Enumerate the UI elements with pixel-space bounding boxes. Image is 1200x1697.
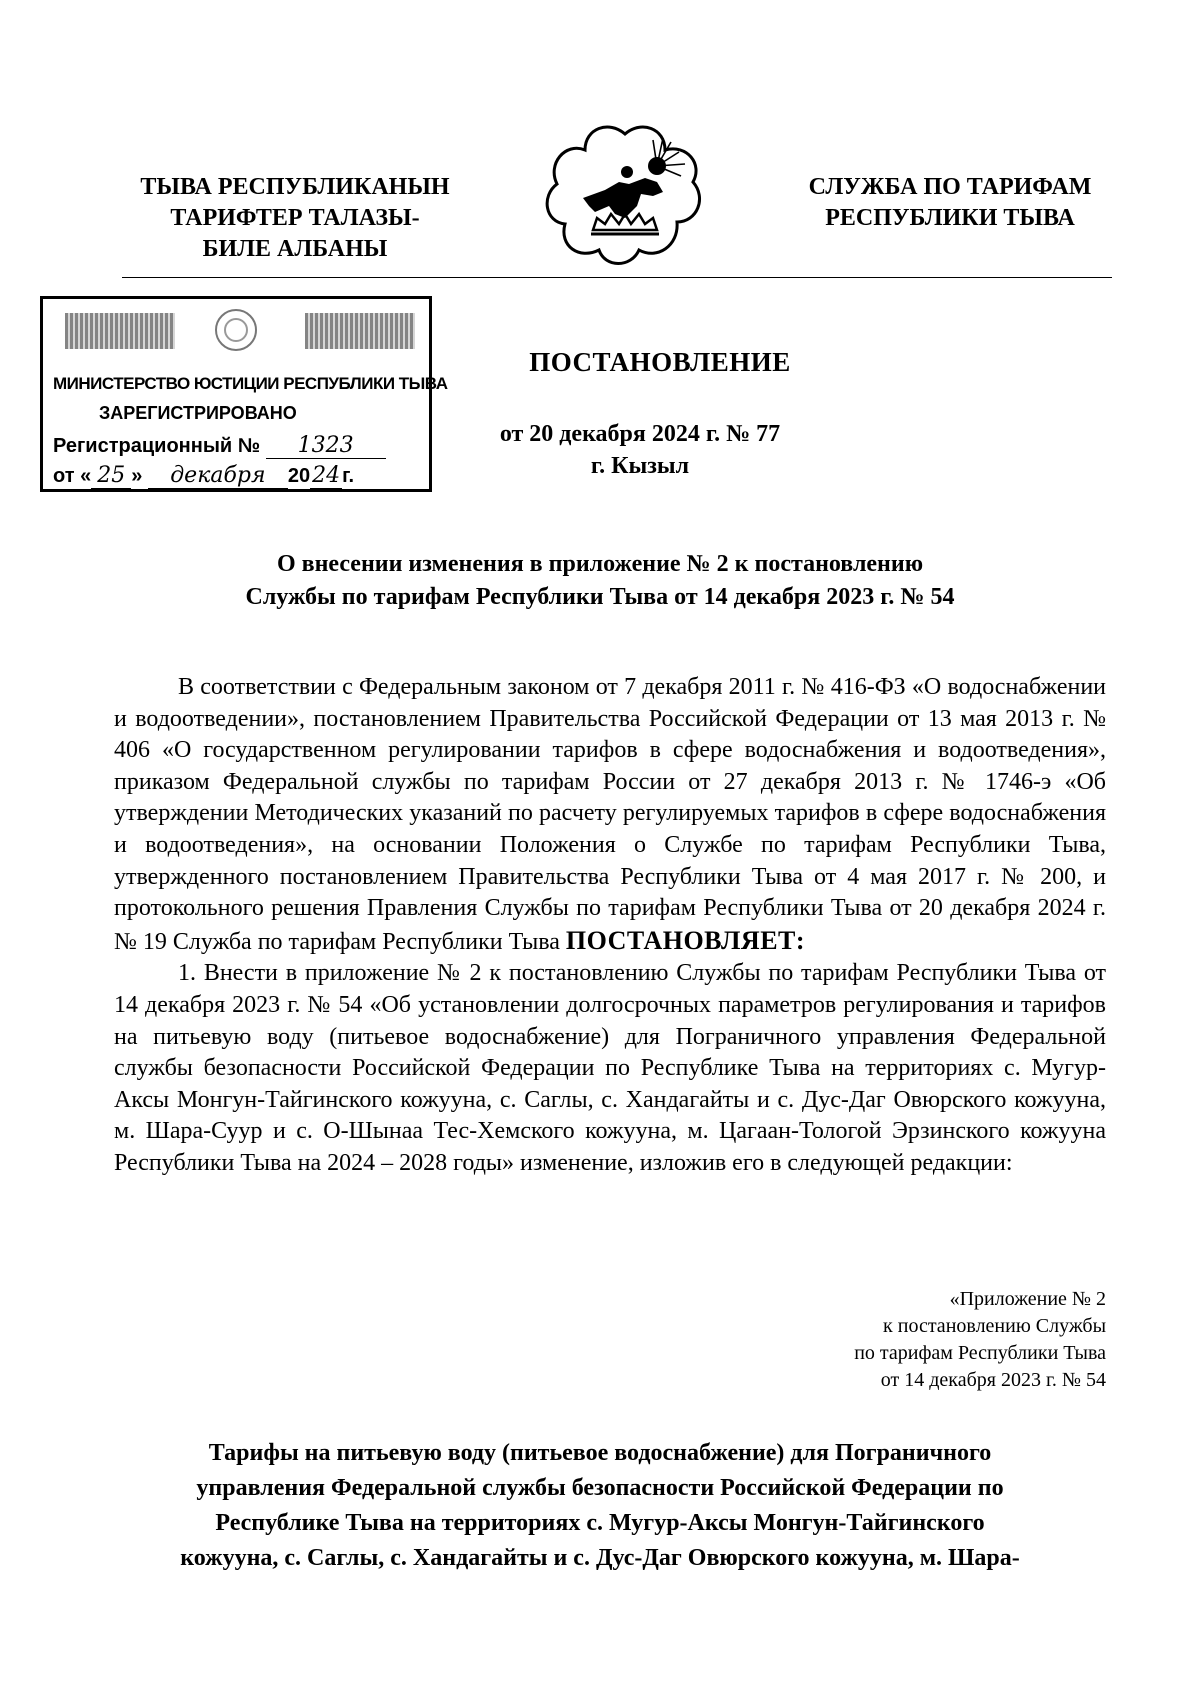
document-body: [114, 672, 1106, 1180]
document-city: г. Кызыл: [590, 453, 690, 479]
stamp-from-prefix: от «: [53, 465, 92, 487]
subject-line: Службы по тарифам Республики Тыва от 14 декабря 2023 г. № 54: [245, 584, 955, 610]
header-left-line: БИЛЕ АЛБАНЫ: [202, 236, 388, 262]
stamp-smudge: [305, 313, 415, 349]
appendix-line: по тарифам Республики Тыва: [854, 1342, 1106, 1364]
tariff-title-line: кожууна, с. Саглы, с. Хандагайты и с. Дус-Даг Овюрского кожууна, м. Шара-: [180, 1545, 1020, 1571]
header-divider: [122, 277, 1112, 278]
preamble-text: В соответствии с Федеральным законом от 7 декабря 2011 г. № 416-ФЗ «О водоснабжении и водоотведении», постановлением Правительства Российской Федерации от 13 мая 2013 г. № 406 «О государственном регулировании тарифов в сфере водоснабжения и водоотведения», приказом Федеральной службы по тарифам России от 27 декабря 2013 г. № 1746-э «Об утверждении Методических указаний по расчету регулируемых тарифов в сфере водоснабжения и водоотведения», на основании Положения о Службе по тарифам Республики Тыва, утвержденного постановлением Правительства Республики Тыва от 4 мая 2017 г. № 200, и протокольного решения Правления Службы по тарифам Республики Тыва от 20 декабря 2024 г. № 19 Служба по тарифам Республики Тыва: [114, 674, 1106, 955]
document-type: ПОСТАНОВЛЕНИЕ: [529, 347, 791, 377]
tariff-title: [100, 1436, 1100, 1576]
stamp-day: 25: [91, 463, 131, 489]
header-right-line: РЕСПУБЛИКИ ТЫВА: [825, 205, 1075, 231]
stamp-reg-label: Регистрационный №: [53, 435, 261, 457]
header-left-line: ТЫВА РЕСПУБЛИКАНЫН: [140, 174, 450, 200]
subject-line: О внесении изменения в приложение № 2 к постановлению: [276, 551, 924, 577]
stamp-registration-date: [53, 463, 354, 489]
tariff-title-line: управления Федеральной службы безопасности Российской Федерации по: [196, 1475, 1004, 1501]
stamp-year-prefix: 20: [287, 465, 311, 487]
header-right-line: СЛУЖБА ПО ТАРИФАМ: [808, 174, 1092, 200]
appendix-line: к постановлению Службы: [883, 1315, 1106, 1337]
clause-1-paragraph: 1. Внести в приложение № 2 к постановлению Службы по тарифам Республики Тыва от 14 декабря 2023 г. № 54 «Об установлении долгосрочных параметров регулирования и тарифов на питьевую воду (питьевое водоснабжение) для Пограничного управления Федеральной службы безопасности Российской Федерации по Республике Тыва на территориях с. Мугур-Аксы Монгун-Тайгинского кожууна, с. Саглы, с. Хандагайты и с. Дус-Даг Овюрского кожууна, м. Шара-Суур и с. О-Шынаа Тес-Хемского кожууна, м. Цагаан-Тологой Эрзинского кожууна Республики Тыва на 2024 – 2028 годы» изменение, изложив его в следующей редакции:: [114, 960, 1106, 1176]
stamp-status: ЗАРЕГИСТРИРОВАНО: [99, 403, 297, 423]
appendix-line: от 14 декабря 2023 г. № 54: [880, 1369, 1106, 1391]
stamp-emblem-icon: [211, 305, 261, 355]
header-russian-name: [790, 172, 1110, 234]
preamble-paragraph: [114, 672, 1106, 958]
stamp-day-close: »: [131, 465, 143, 487]
stamp-reg-number: 1323: [266, 433, 386, 459]
tuva-emblem-icon: [545, 122, 705, 272]
resolves-keyword: ПОСТАНОВЛЯЕТ:: [565, 925, 806, 955]
appendix-line: «Приложение № 2: [949, 1288, 1106, 1310]
document-date: от 20 декабря 2024 г. № 77: [499, 421, 781, 447]
document-dateline: [450, 418, 830, 482]
stamp-month: декабря: [148, 463, 288, 489]
tariff-title-line: Республике Тыва на территориях с. Мугур-Аксы Монгун-Тайгинского: [215, 1510, 985, 1536]
header-left-line: ТАРИФТЕР ТАЛАЗЫ-: [170, 205, 420, 231]
stamp-year-end: г.: [342, 465, 355, 487]
registration-stamp: [40, 296, 448, 492]
stamp-ministry: МИНИСТЕРСТВО ЮСТИЦИИ РЕСПУБЛИКИ ТЫВА: [53, 374, 448, 393]
stamp-year-suffix: 24: [312, 463, 341, 488]
stamp-registration-number: [53, 433, 386, 459]
document-subject: [100, 548, 1100, 614]
header-tuvan-name: [130, 172, 460, 265]
tariff-title-line: Тарифы на питьевую воду (питьевое водоснабжение) для Пограничного: [208, 1440, 992, 1466]
stamp-smudge: [65, 313, 175, 349]
appendix-reference: [760, 1286, 1106, 1394]
